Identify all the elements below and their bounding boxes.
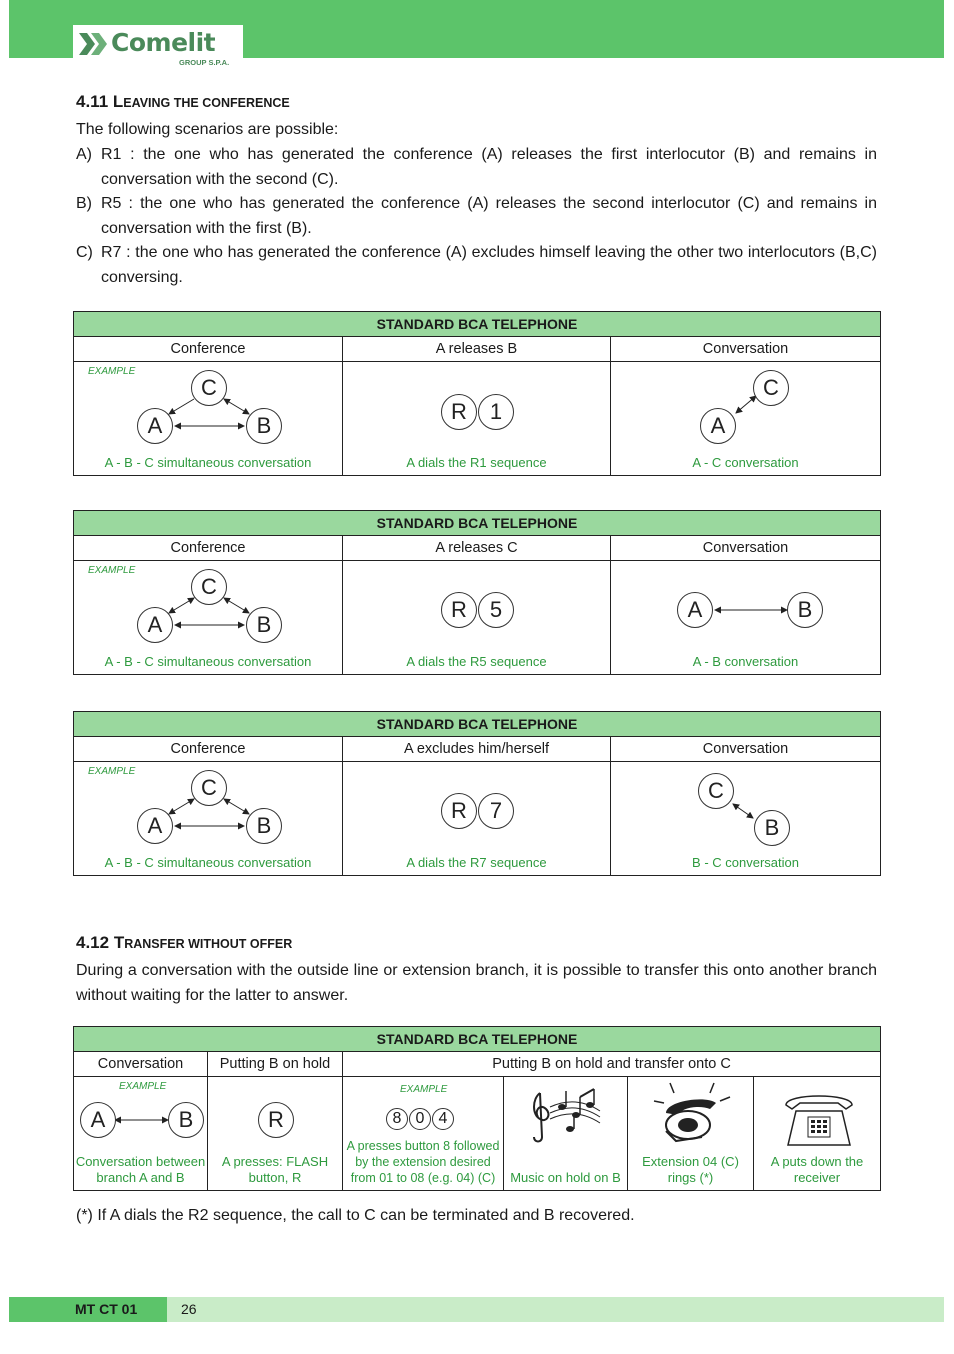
caption: A - B - C simultaneous conversation [104, 455, 312, 470]
table-title: STANDARD BCA TELEPHONE [74, 712, 881, 737]
intro-text: The following scenarios are possible: [76, 121, 339, 138]
caption: A - B conversation [692, 654, 799, 669]
node-a: A [137, 607, 173, 643]
example-label: EXAMPLE [119, 1081, 167, 1092]
node-c: C [191, 770, 227, 806]
list-key: A) [76, 146, 92, 163]
caption: Extension 04 (C) rings (*) [642, 1154, 739, 1185]
list-item [76, 192, 877, 241]
conference-diagram [74, 362, 342, 475]
caption: A dials the R1 sequence [406, 455, 547, 470]
digits-cell [343, 1077, 503, 1190]
bca-table-4 [73, 1026, 881, 1191]
list-item [76, 143, 877, 192]
example-label: EXAMPLE [88, 366, 136, 377]
list-text: R1 : the one who has generated the conference (A) releases the first interlocutor (B) and remains in conversation with the second (C). [101, 146, 877, 188]
list-key: B) [76, 195, 92, 212]
node-b: B [787, 592, 823, 628]
node-b: B [246, 808, 282, 844]
key-digit: 1 [478, 394, 514, 430]
node-a: A [700, 408, 736, 444]
doc-code: MT CT 01 [75, 1301, 138, 1317]
section-412-text: During a conversation with the outside line or extension branch, it is possible to transfer this onto another branch without waiting for the latter to answer. [76, 962, 877, 1004]
col-header: A releases C [343, 536, 611, 561]
col-header: A excludes him/herself [343, 737, 611, 762]
node-a: A [677, 592, 713, 628]
col-header: Putting B on hold and transfer onto C [343, 1052, 881, 1077]
footer-code [9, 1297, 167, 1322]
bca-table-2 [73, 510, 881, 675]
comelit-logo [73, 25, 243, 73]
result-diagram [611, 561, 880, 674]
hold-cell [208, 1077, 342, 1190]
title-rest: RANSFER WITHOUT OFFER [124, 937, 293, 951]
table-title: STANDARD BCA TELEPHONE [74, 511, 881, 536]
caption: A dials the R7 sequence [406, 855, 547, 870]
logo-text: Comelit [111, 28, 216, 57]
col-header: A releases B [343, 337, 611, 362]
node-a: A [80, 1102, 116, 1138]
caption: Conversation between branch A and B [75, 1154, 206, 1185]
list-key: C) [76, 244, 93, 261]
key-r: R [441, 793, 477, 829]
result-diagram [611, 762, 880, 875]
title-initial: L [112, 92, 124, 111]
col-header: Conversation [611, 536, 881, 561]
conference-diagram [74, 762, 342, 875]
caption: A puts down the receiver [770, 1154, 864, 1185]
node-a: A [137, 408, 173, 444]
key-digit: 8 [386, 1108, 408, 1130]
caption: A presses button 8 followed by the extension desired from 01 to 08 (e.g. 04) (C) [346, 1139, 500, 1185]
result-diagram [611, 362, 880, 475]
sequence-cell [343, 762, 610, 875]
music-notes-icon [526, 1085, 606, 1145]
node-b: B [754, 810, 790, 846]
footnote: (*) If A dials the R2 sequence, the call to C can be terminated and B recovered. [76, 1207, 635, 1224]
node-c: C [191, 370, 227, 406]
ringing-phone-icon [650, 1079, 734, 1145]
bca-table-3 [73, 711, 881, 876]
node-b: B [246, 408, 282, 444]
caption: A - B - C simultaneous conversation [104, 654, 312, 669]
caption: B - C conversation [692, 855, 799, 870]
ringing-cell [628, 1077, 753, 1190]
key-digit: 7 [478, 793, 514, 829]
caption: A dials the R5 sequence [406, 654, 547, 669]
key-digit: 0 [409, 1108, 431, 1130]
sequence-cell [343, 362, 610, 475]
key-digit: 5 [478, 592, 514, 628]
col-header: Conference [74, 536, 343, 561]
example-label: EXAMPLE [400, 1084, 448, 1095]
node-c: C [698, 773, 734, 809]
list-item [76, 241, 877, 290]
caption: A - C conversation [692, 455, 799, 470]
table-title: STANDARD BCA TELEPHONE [74, 1027, 881, 1052]
col-header: Conference [74, 337, 343, 362]
caption: A presses: FLASH button, R [221, 1154, 329, 1185]
example-label: EXAMPLE [88, 565, 136, 576]
section-number: 4.12 [76, 933, 110, 952]
col-header: Putting B on hold [208, 1052, 343, 1077]
col-header: Conversation [74, 1052, 208, 1077]
caption: A - B - C simultaneous conversation [104, 855, 312, 870]
conversation-cell [74, 1077, 207, 1190]
node-c: C [191, 569, 227, 605]
list-text: R5 : the one who has generated the conference (A) releases the second interlocutor (C) and remains in conversation with the first (B). [101, 195, 877, 237]
example-label: EXAMPLE [88, 766, 136, 777]
music-cell [504, 1077, 627, 1190]
receiver-cell [754, 1077, 880, 1190]
desk-telephone-icon [782, 1091, 856, 1149]
table-title: STANDARD BCA TELEPHONE [74, 312, 881, 337]
key-r: R [258, 1102, 294, 1138]
col-header: Conversation [611, 737, 881, 762]
page-number: 26 [181, 1301, 197, 1317]
logo-mark-icon [77, 31, 113, 57]
title-initial: T [113, 933, 125, 952]
section-412-title [76, 933, 292, 953]
bca-table-1 [73, 311, 881, 476]
conference-diagram [74, 561, 342, 674]
logo-subtitle: GROUP S.P.A. [179, 58, 230, 67]
sequence-cell [343, 561, 610, 674]
key-r: R [441, 592, 477, 628]
key-r: R [441, 394, 477, 430]
title-rest: EAVING THE CONFERENCE [123, 96, 290, 110]
key-digit: 4 [432, 1108, 454, 1130]
node-b: B [246, 607, 282, 643]
caption: Music on hold on B [510, 1170, 621, 1185]
col-header: Conference [74, 737, 343, 762]
col-header: Conversation [611, 337, 881, 362]
section-411-title [76, 92, 290, 112]
list-text: R7 : the one who has generated the conference (A) excludes himself leaving the other two interlocutors (B,C) conversing. [101, 244, 877, 286]
section-number: 4.11 [76, 92, 109, 111]
node-b: B [168, 1102, 204, 1138]
node-c: C [753, 370, 789, 406]
node-a: A [137, 808, 173, 844]
